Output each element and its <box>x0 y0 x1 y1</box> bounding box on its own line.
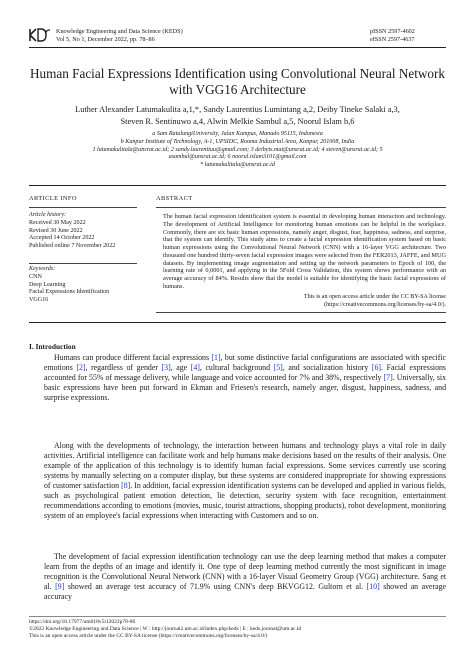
paragraph-text: showed an average test accuracy of 71.9% using CNN's deep BKVGG12. Gultorn et al. <box>64 582 367 592</box>
paragraph-text: . Facial expressions accounted for 55% of message delivery, while language and voice accounted for 7% and 38%, respectively <box>44 363 446 383</box>
keywords-label: Keywords: <box>29 266 56 272</box>
affiliation-b: b Kanpur Institute of Technology, A-1, UPSIDC, Rooma Industrial Area, Kanpur, 201008, India <box>120 138 355 145</box>
keyword: Deep Learning <box>29 281 66 288</box>
history-received: Received 30 May 2022 <box>29 219 86 226</box>
copyright-line: ©2022 Knowledge Engineering and Data Science | W : http://journal2.um.ac.id/index.php/keds | E : keds.journal@um.ac.id <box>29 625 302 632</box>
paragraph-text: . Universally, six basic expressions have been put forward in Ekman and Friesen's research, namely anger, disgust, happiness, sadness, and surprise expressions. <box>44 373 446 403</box>
doi-link[interactable]: https://doi.org/10.17977/um018v5i12022p78-86 <box>29 619 136 625</box>
paragraph-text: The development of facial expression identification technology can use the deep learning method that makes a computer learn from the depths of an image and identify it. One type of deep learning method currently the most significant in image recognition is the Convolutional Neural Network (CNN) with a 16-layer Visual Geometry Group (VGG) architecture. Sang et al. <box>44 552 446 592</box>
authors-line-1: Luther Alexander Latumakulita a,1,*, Sandy Laurentius Lumintang a,2, Deiby Tineke Salaki a,3, <box>75 105 400 114</box>
footer-license: This is an open access article under the CC BY-SA license (https://creativecommons.org/licenses/by-sa/4.0/) <box>29 632 268 639</box>
paragraph-text: showed an average accuracy <box>44 582 446 602</box>
header-divider <box>29 47 446 48</box>
history-label: Article history: <box>29 212 67 218</box>
citation-link[interactable]: [10] <box>366 582 380 592</box>
email-line-2: asambul@unsrat.ac.id; 6 noorul.islam3101@gmail.com <box>168 154 307 161</box>
paper-title: Human Facial Expressions Identification using Convolutional Neural Network with VGG16 Architecture <box>30 66 445 97</box>
paragraph-text: . In addition, facial expression identification systems can be developed and applied in various fields, such as psychological patient emotion detection, lie detection, security system with face recognition, entertainment recommendations according to emotions (movies, music, tourist attractions, shopping products), robot development, monitoring system of an employee's facial expressions when interacting with Customers and so on. <box>44 481 447 521</box>
keyword: Facial Expressions Identification <box>29 289 110 296</box>
keds-logo <box>29 28 51 42</box>
paragraph-text: , cultural background <box>199 363 274 373</box>
section-divider-bottom <box>29 322 446 323</box>
paragraph-text: , and socialization history <box>282 363 372 373</box>
authors-line-2: Steven R. Sentinuwo a,4, Alwin Melkie Sambul a,5, Noorul Islam b,6 <box>120 117 355 126</box>
issn-block <box>370 28 450 44</box>
citation-link[interactable]: [4] <box>190 363 200 373</box>
citation-link[interactable]: [1] <box>211 353 221 362</box>
citation-link[interactable]: [9] <box>55 582 65 592</box>
journal-header <box>56 28 286 44</box>
affiliations <box>29 131 446 170</box>
abstract-divider-bottom <box>156 312 446 313</box>
abstract-heading: ABSTRACT <box>156 195 193 202</box>
paragraph-text: , age <box>170 363 191 373</box>
footer-divider <box>29 616 446 617</box>
keyword: VGG16 <box>29 297 49 304</box>
citation-link[interactable]: [5] <box>273 363 283 373</box>
author-list <box>29 104 446 128</box>
citation-link[interactable]: [3] <box>161 363 171 373</box>
open-access-note <box>156 294 446 309</box>
pissn: pISSN 2597-4602 <box>370 28 415 35</box>
keywords-divider <box>29 263 137 264</box>
eissn: eISSN 2597-4637 <box>370 36 415 43</box>
license-link[interactable]: (https://creativecommons.org/licenses/by-sa/4.0/). <box>324 301 446 308</box>
article-info-heading: ARTICLE INFO <box>29 195 77 202</box>
paragraph-text: , but some distinctive facial configurations are associated with specific emotions <box>44 353 446 373</box>
history-accepted: Accepted 14 October 2022 <box>29 235 95 242</box>
citation-link[interactable]: [6] <box>371 363 382 373</box>
article-history <box>29 212 147 251</box>
citation-link[interactable]: [7] <box>383 373 393 383</box>
citation-link[interactable]: [8] <box>121 481 131 491</box>
license-statement: This is an open access article under the CC BY-SA license <box>303 294 446 300</box>
paragraph-text: , regardless of gender <box>85 363 162 373</box>
section-heading-introduction: I. Introduction <box>29 342 76 351</box>
journal-volume: Vol 5, No 1, December 2022, pp. 78–86 <box>56 36 155 43</box>
intro-paragraph-3 <box>44 552 446 602</box>
intro-paragraph-2 <box>44 441 446 521</box>
affiliation-a: a Sam RatulangiUniversity, Jalan Kampus, Manado 95115, Indonesia <box>152 131 323 137</box>
paragraph-text: Along with the developments of technology, the interaction between humans and technology plays a vital role in daily activities. Artificial intelligence can facilitate work and help humans make decisions based on the results of their analysis. One example of the application of this technology is to identify human facial expressions. Some services currently use scoring systems by manually selecting on a computer display, but these systems are considered inappropriate for showing expressions of customer satisfaction <box>44 441 446 491</box>
history-published: Published online 7 November 2022 <box>29 243 116 250</box>
intro-paragraph-1 <box>44 353 446 403</box>
email-line-1: 1 latumakulitala@unsrat.ac.id; 2 sandy.laurentiuu@gmail.com; 3 deibyts.mat@unsrat.ac.id; 4 steven@unsrat.ac.id; 5 <box>92 146 383 153</box>
journal-name: Knowledge Engineering and Data Science (KEDS) <box>56 28 183 35</box>
abstract-text: The human facial expression identification system is essential in developing human interaction and technology. The development of Artificial Intelligence for monitoring human emotions can be helpful in the workplace. Commonly, there are six basic human expressions, namely anger, disgust, fear, happiness, sadness, and surprise, that the system can identify. This study aims to create a facial expression identification system based on basic human expressions using the Convolutional Neural Network (CNN) with a 16-layer VGG architecture. Two thousand one hundred thirty-seven facial expression images were selected from the FER2013, JAFFE, and MUG datasets. By implementing image augmentation and setting up the network parameters to Epoch of 100, the learning rate of 0,0001, and applying in the 5Fold Cross Validation, this system shows performance with an average accuracy of 84%. Results show that the model is suitable for identifying the basic facial expressions of humans. <box>163 213 446 290</box>
paragraph-text: Humans can produce different facial expressions <box>54 353 212 362</box>
keywords <box>29 266 147 305</box>
article-info-divider <box>29 207 137 208</box>
abstract-divider <box>156 207 446 208</box>
section-divider-top <box>29 185 446 186</box>
corresponding-email: * latumakulitala@unsrat.ac.id <box>200 162 275 169</box>
history-revised: Revised 30 June 2022 <box>29 227 83 234</box>
citation-link[interactable]: [2] <box>76 363 86 373</box>
keyword: CNN <box>29 273 42 280</box>
page-footer <box>29 619 446 639</box>
